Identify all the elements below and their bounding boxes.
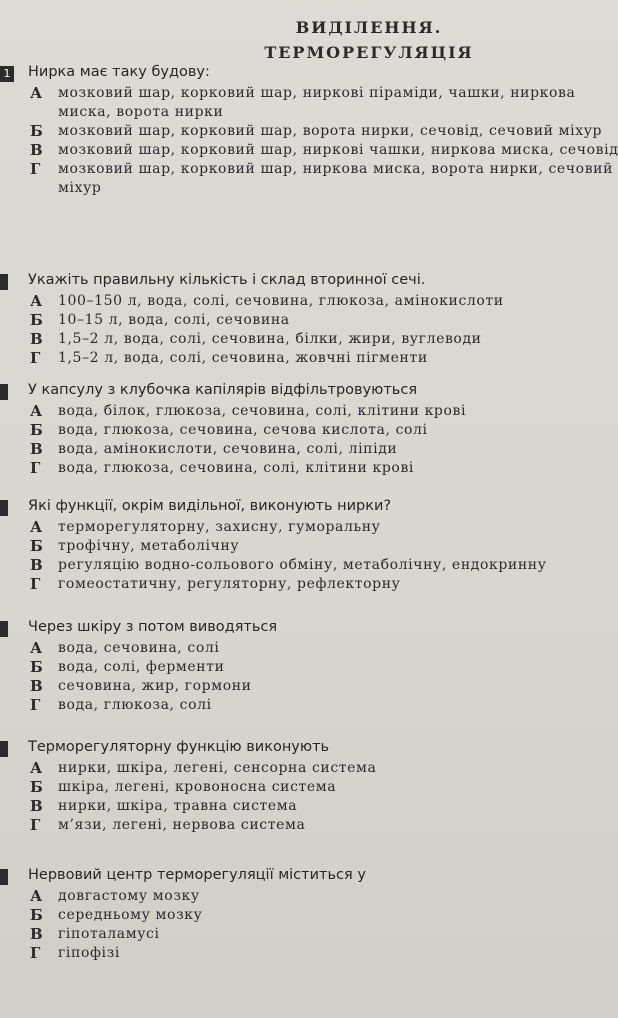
question-text: Нервовий центр терморегуляції міститься у <box>28 867 366 883</box>
answer-option <box>28 292 618 311</box>
option-letter: Г <box>30 944 41 962</box>
option-text: вода, глюкоза, сечовина, солі, клітини крові <box>58 460 415 476</box>
question-text: Укажіть правильну кількість і склад вторинної сечі. <box>28 272 426 288</box>
question-block <box>0 62 618 198</box>
answer-option <box>28 556 618 575</box>
option-letter: В <box>30 330 43 348</box>
answer-option <box>28 925 618 944</box>
answer-option <box>28 906 618 925</box>
option-letter: Б <box>30 906 43 924</box>
option-letter: А <box>30 84 43 102</box>
option-letter: Г <box>30 816 41 834</box>
option-letter: В <box>30 440 43 458</box>
answer-option <box>28 330 618 349</box>
answer-option <box>28 816 618 835</box>
answer-option <box>28 696 618 715</box>
option-text: трофічну, метаболічну <box>58 538 240 554</box>
option-letter: Г <box>30 696 41 714</box>
answer-option <box>28 887 618 906</box>
question-block <box>0 737 618 835</box>
option-text: мозковий шар, корковий шар, ниркова миска, ворота нирки, сечовий міхур <box>58 161 614 196</box>
option-letter: Б <box>30 778 43 796</box>
question-block <box>0 496 618 594</box>
option-text: 1,5–2 л, вода, солі, сечовина, жовчні пігменти <box>58 350 428 366</box>
option-letter: А <box>30 292 43 310</box>
answer-option <box>28 349 618 368</box>
question-block <box>0 270 618 368</box>
option-text: нирки, шкіра, травна система <box>58 798 298 814</box>
answer-option <box>28 759 618 778</box>
answer-option <box>28 797 618 816</box>
question-number <box>0 384 8 400</box>
question-number <box>0 741 8 757</box>
answer-option <box>28 402 618 421</box>
option-text: шкіра, легені, кровоносна система <box>58 779 337 795</box>
option-text: вода, солі, ферменти <box>58 659 225 675</box>
question-number: 1 <box>0 66 14 82</box>
option-text: терморегуляторну, захисну, гуморальну <box>58 519 381 535</box>
question-text: У капсулу з клубочка капілярів відфільтровуються <box>28 382 418 398</box>
option-text: 1,5–2 л, вода, солі, сечовина, білки, жири, вуглеводи <box>58 331 482 347</box>
option-letter: В <box>30 141 43 159</box>
option-text: гіпофізі <box>58 945 120 961</box>
option-text: мозковий шар, корковий шар, ворота нирки, сечовід, сечовий міхур <box>58 123 603 139</box>
answer-option <box>28 122 618 141</box>
option-text: сечовина, жир, гормони <box>58 678 252 694</box>
question-block <box>0 380 618 478</box>
answer-option <box>28 677 618 696</box>
option-text: нирки, шкіра, легені, сенсорна система <box>58 760 377 776</box>
option-letter: В <box>30 677 43 695</box>
option-letter: Г <box>30 160 41 178</box>
option-text: 10–15 л, вода, солі, сечовина <box>58 312 290 328</box>
answer-option <box>28 944 618 963</box>
option-letter: В <box>30 925 43 943</box>
option-text: вода, амінокислоти, сечовина, солі, ліпіди <box>58 441 398 457</box>
option-letter: А <box>30 639 43 657</box>
question-text: Через шкіру з потом виводяться <box>28 619 278 635</box>
answer-option <box>28 311 618 330</box>
question-number <box>0 621 8 637</box>
option-text: вода, сечовина, солі <box>58 640 220 656</box>
answer-option <box>28 160 618 198</box>
option-text: мозковий шар, корковий шар, ниркові чашки, ниркова миска, сечовід <box>58 142 618 158</box>
option-letter: Г <box>30 459 41 477</box>
option-letter: А <box>30 402 43 420</box>
section-subtitle: ТЕРМОРЕГУЛЯЦІЯ <box>264 43 474 62</box>
question-block <box>0 865 618 963</box>
option-letter: В <box>30 797 43 815</box>
option-text: вода, білок, глюкоза, сечовина, солі, клітини крові <box>58 403 467 419</box>
option-text: середньому мозку <box>58 907 203 923</box>
answer-option <box>28 778 618 797</box>
option-text: регуляцію водно-сольового обміну, метаболічну, ендокринну <box>58 557 547 573</box>
option-letter: Б <box>30 537 43 555</box>
option-text: вода, глюкоза, солі <box>58 697 212 713</box>
answer-option <box>28 518 618 537</box>
answer-option <box>28 84 618 122</box>
option-letter: А <box>30 887 43 905</box>
option-letter: Г <box>30 349 41 367</box>
answer-option <box>28 575 618 594</box>
answer-option <box>28 421 618 440</box>
answer-option <box>28 639 618 658</box>
answer-option <box>28 537 618 556</box>
answer-option <box>28 459 618 478</box>
question-number <box>0 274 8 290</box>
answer-option <box>28 440 618 459</box>
option-letter: А <box>30 518 43 536</box>
option-letter: Б <box>30 122 43 140</box>
option-text: мозковий шар, корковий шар, ниркові піраміди, чашки, ниркова миска, ворота нирки <box>58 85 576 120</box>
option-letter: А <box>30 759 43 777</box>
section-title: ВИДІЛЕННЯ. <box>295 18 443 37</box>
option-text: гомеостатичну, регуляторну, рефлекторну <box>58 576 401 592</box>
answer-option <box>28 658 618 677</box>
question-number <box>0 869 8 885</box>
option-text: м’язи, легені, нервова система <box>58 817 306 833</box>
option-letter: В <box>30 556 43 574</box>
option-letter: Б <box>30 421 43 439</box>
question-text: Які функції, окрім видільної, виконують нирки? <box>28 498 392 514</box>
option-text: вода, глюкоза, сечовина, сечова кислота, солі <box>58 422 428 438</box>
option-letter: Б <box>30 658 43 676</box>
question-number <box>0 500 8 516</box>
option-text: гіпоталамусі <box>58 926 160 942</box>
question-text: Нирка має таку будову: <box>28 64 210 80</box>
section-header <box>120 0 618 62</box>
option-text: 100–150 л, вода, солі, сечовина, глюкоза, амінокислоти <box>58 293 504 309</box>
option-text: довгастому мозку <box>58 888 200 904</box>
option-letter: Б <box>30 311 43 329</box>
question-block <box>0 617 618 715</box>
option-letter: Г <box>30 575 41 593</box>
question-text: Терморегуляторну функцію виконують <box>28 739 330 755</box>
answer-option <box>28 141 618 160</box>
